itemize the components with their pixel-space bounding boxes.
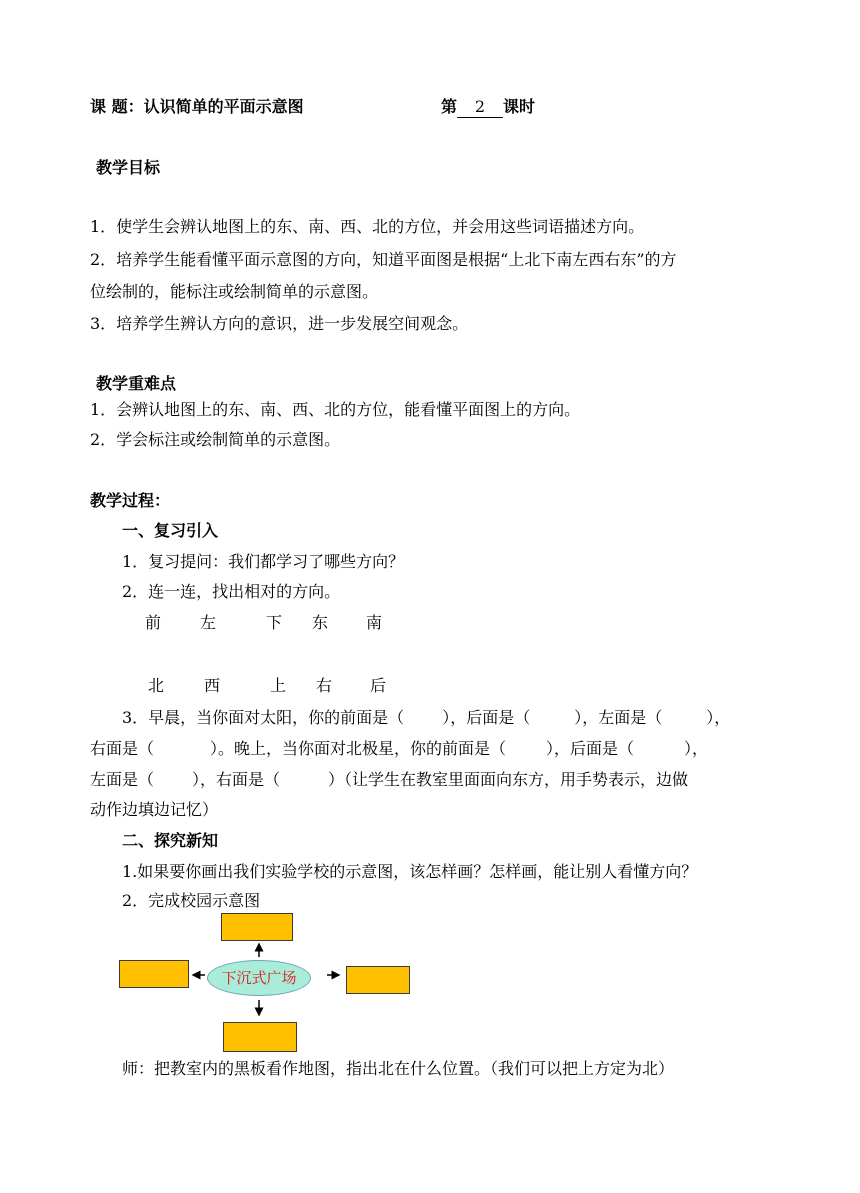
lesson-number (441, 97, 535, 118)
key-points-heading: 教学重难点 (96, 374, 177, 393)
question-text: ）。晚上，当你面对北极星，你的前面是（ (210, 739, 507, 758)
question-text: ），右面是（ (192, 770, 281, 789)
key-point-item: 1．会辨认地图上的东、南、西、北的方位，能看懂平面图上的方向。 (90, 400, 581, 419)
question-text: ）， (706, 708, 731, 727)
question-text: 左面是（ (90, 770, 155, 789)
explore-question: 1.如果要你画出我们实验学校的示意图，该怎样画？怎样画，能让别人看懂方向？ (122, 862, 698, 881)
east-blank-box[interactable] (346, 966, 410, 994)
direction-word: 南 (366, 613, 383, 632)
direction-word: 北 (148, 676, 165, 695)
teacher-note: 师：把教室内的黑板看作地图，指出北在什么位置。（我们可以把上方定为北） (122, 1059, 675, 1078)
matching-instruction: 2．连一连，找出相对的方向。 (122, 582, 341, 601)
question-text: ），左面是（ (574, 708, 663, 727)
process-heading: 教学过程： (90, 491, 171, 510)
question-text: ）（让学生在教室里面面向东方，用手势表示，边做 (328, 770, 689, 789)
objectives-heading: 教学目标 (96, 158, 161, 177)
west-blank-box[interactable] (119, 960, 189, 988)
objective-item: 位绘制的，能标注或绘制简单的示意图。 (90, 282, 379, 301)
question-text: ），后面是（ (442, 708, 531, 727)
center-plaza-oval: 下沉式广场 (207, 960, 311, 996)
objective-item: 1．使学生会辨认地图上的东、南、西、北的方位，并会用这些词语描述方向。 (90, 217, 645, 236)
direction-word: 上 (270, 676, 287, 695)
objective-item: 2．培养学生能看懂平面示意图的方向，知道平面图是根据“上北下南左西右东”的方 (90, 250, 677, 269)
direction-word: 东 (312, 613, 329, 632)
direction-word: 西 (204, 676, 221, 695)
lesson-suffix: 课时 (503, 97, 536, 116)
fill-question-line: 动作边填边记忆） (90, 800, 219, 819)
key-point-item: 2．学会标注或绘制简单的示意图。 (90, 430, 341, 449)
fill-question-line (122, 708, 730, 728)
direction-word: 后 (370, 676, 387, 695)
direction-word: 下 (266, 613, 283, 632)
lesson-prefix: 第 (441, 97, 458, 116)
direction-word: 左 (200, 613, 217, 632)
question-text: ）， (684, 739, 709, 758)
lesson-number-value: 2 (457, 97, 503, 118)
question-text: ），后面是（ (546, 739, 635, 758)
question-text: 右面是（ (90, 739, 155, 758)
objective-item: 3．培养学生辨认方向的意识，进一步发展空间观念。 (90, 314, 469, 333)
fill-question-line (90, 770, 688, 790)
north-blank-box[interactable] (221, 913, 293, 941)
review-question: 1．复习提问：我们都学习了哪些方向？ (122, 552, 405, 571)
question-text: 3．早晨，当你面对太阳，你的前面是（ (122, 708, 405, 727)
south-blank-box[interactable] (223, 1022, 297, 1052)
direction-word: 右 (316, 676, 333, 695)
diagram-instruction: 2．完成校园示意图 (122, 891, 261, 910)
section1-title: 一、复习引入 (122, 521, 219, 540)
lesson-title: 课 题：认识简单的平面示意图 (90, 97, 304, 116)
section2-title: 二、探究新知 (122, 831, 219, 850)
fill-question-line (90, 739, 708, 759)
direction-word: 前 (145, 613, 162, 632)
